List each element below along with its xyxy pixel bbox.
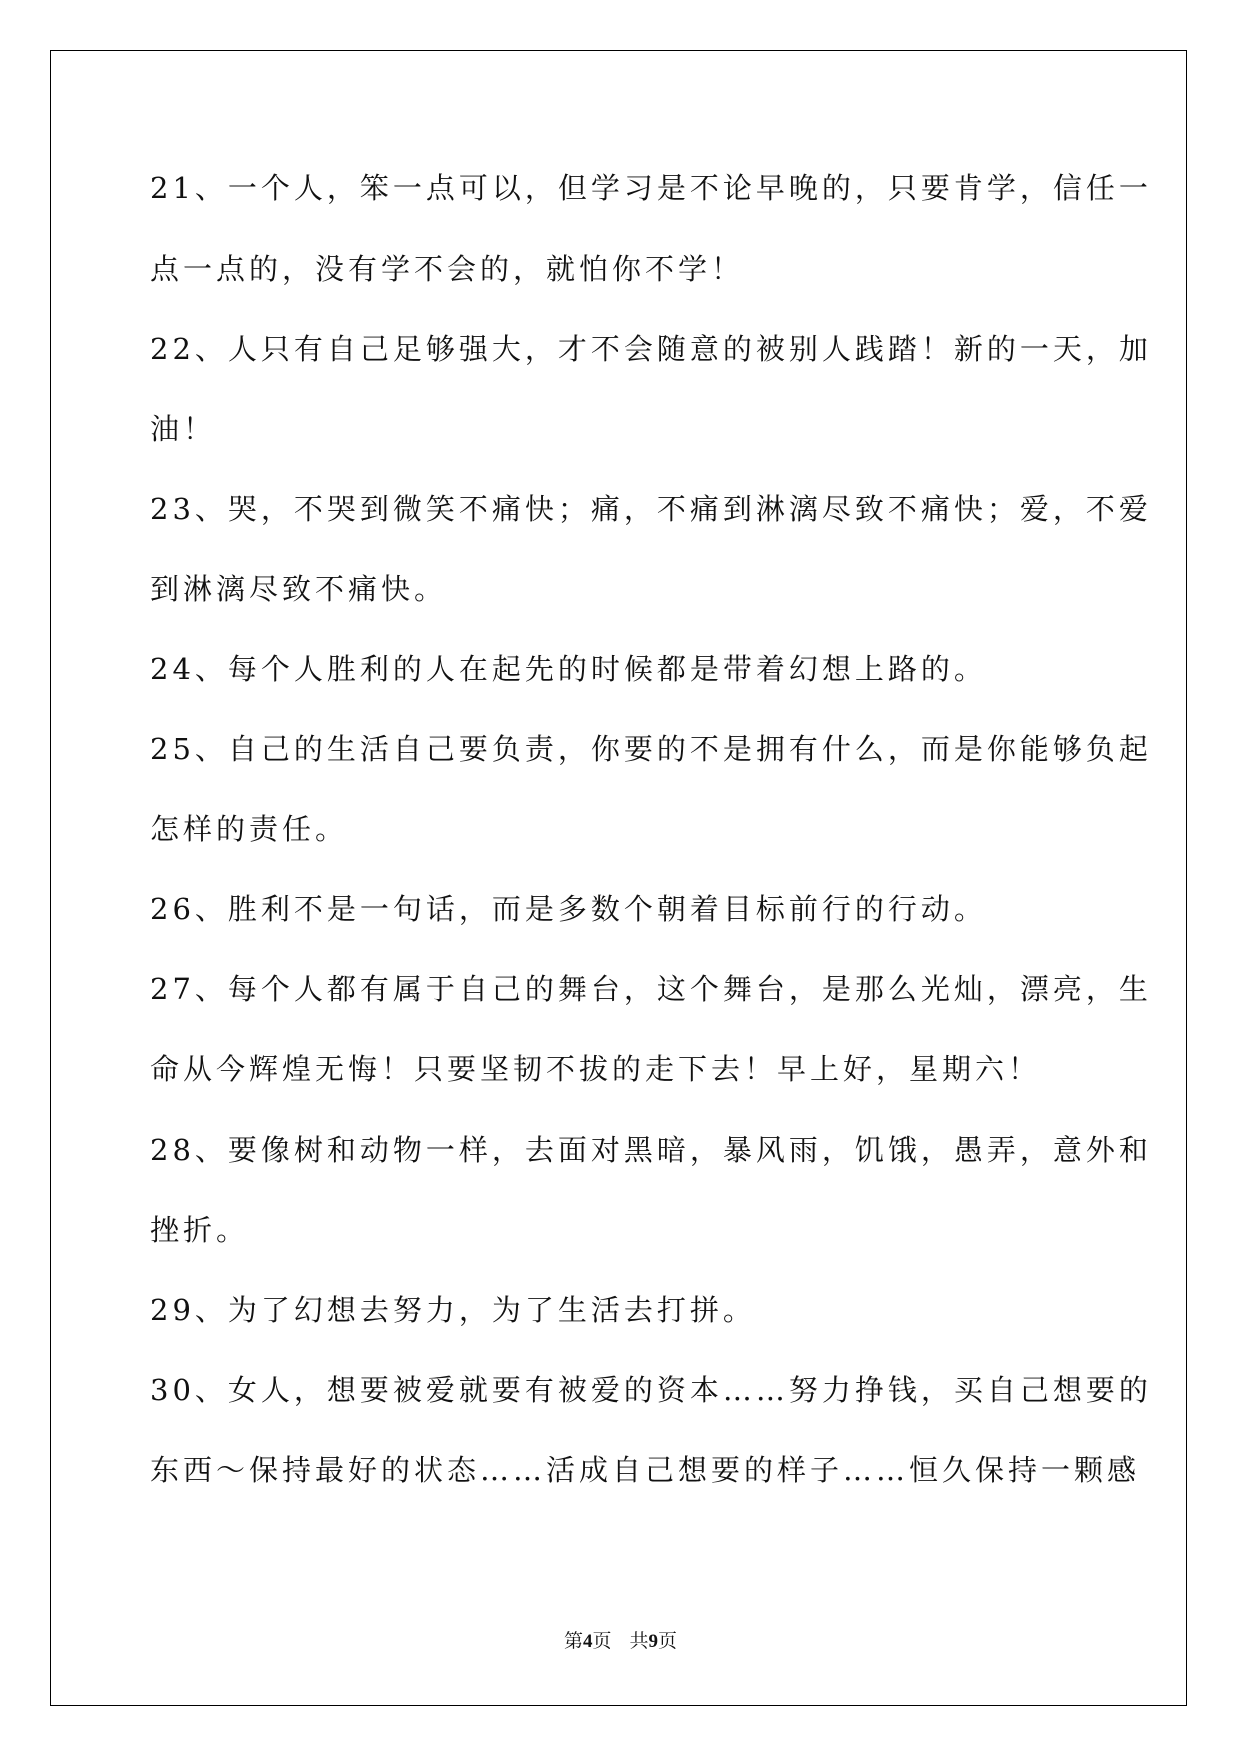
text-line: 挫折。: [150, 1213, 250, 1247]
text-line: 23、哭，不哭到微笑不痛快；痛，不痛到淋漓尽致不痛快；爱，不爱: [150, 492, 1152, 526]
text-line: 25、自己的生活自己要负责，你要的不是拥有什么，而是你能够负起: [150, 732, 1152, 766]
text-line: 21、一个人，笨一点可以，但学习是不论早晚的，只要肯学，信任一: [150, 171, 1152, 205]
text-line: 30、女人，想要被爱就要有被爱的资本……努力挣钱，买自己想要的: [150, 1373, 1152, 1407]
text-line: 点一点的，没有学不会的，就怕你不学！: [150, 252, 745, 286]
footer-page-word: 页: [592, 1631, 612, 1652]
text-line: 27、每个人都有属于自己的舞台，这个舞台，是那么光灿，漂亮，生: [150, 972, 1152, 1006]
page-footer: [0, 1626, 1241, 1653]
text-line: 22、人只有自己足够强大，才不会随意的被别人践踏！新的一天，加: [150, 332, 1152, 366]
text-line: 怎样的责任。: [150, 812, 349, 846]
text-line: 28、要像树和动物一样，去面对黑暗，暴风雨，饥饿，愚弄，意外和: [150, 1133, 1152, 1167]
text-line: 24、每个人胜利的人在起先的时候都是带着幻想上路的。: [150, 652, 987, 686]
text-line: 东西～保持最好的状态……活成自己想要的样子……恒久保持一颗感: [150, 1453, 1141, 1487]
footer-prefix: 第: [563, 1631, 583, 1652]
current-page-number: 4: [582, 1631, 593, 1652]
text-line: 26、胜利不是一句话，而是多数个朝着目标前行的行动。: [150, 892, 987, 926]
total-page-number: 9: [648, 1631, 659, 1652]
text-line: 命从今辉煌无悔！只要坚韧不拔的走下去！早上好，星期六！: [150, 1052, 1042, 1086]
text-line: 到淋漓尽致不痛快。: [150, 572, 448, 606]
text-line: 油！: [150, 412, 217, 446]
footer-total-prefix: 共: [629, 1631, 649, 1652]
text-line: 29、为了幻想去努力，为了生活去打拼。: [150, 1293, 756, 1327]
footer-total-suffix: 页: [658, 1631, 678, 1652]
